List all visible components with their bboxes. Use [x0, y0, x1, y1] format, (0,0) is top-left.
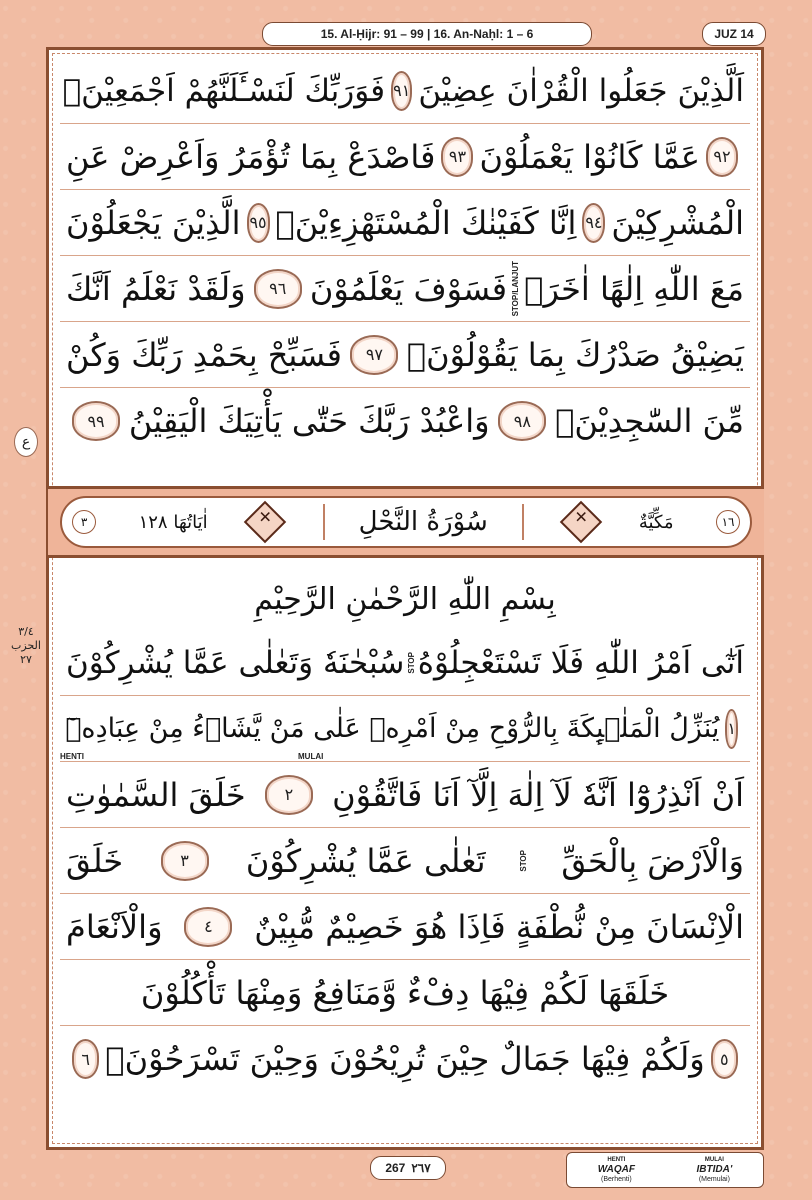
legend-ibtida-sub: (Memulai) [698, 1176, 730, 1183]
verse-text: الْمُشْرِكِيْنَ [611, 203, 744, 242]
text-line-8 [60, 696, 750, 762]
stop-lanjut-label: STOP/LANJUT [511, 260, 521, 317]
ayah-number: ٩٣ [441, 137, 473, 177]
verse-text: فَسَبِّحْ بِحَمْدِ رَبِّكَ وَكُنْ [66, 335, 342, 374]
ayah-number: ٤ [184, 907, 232, 947]
page-number-arabic: ٢٦٧ [411, 1161, 431, 1175]
ayah-number: ٩٥ [247, 203, 270, 243]
ayah-number: ٩٧ [350, 335, 398, 375]
legend-waqaf [598, 1155, 635, 1185]
stop-label: STOP [518, 849, 528, 872]
text-line-13 [60, 1026, 750, 1092]
ayah-number: ٩٦ [254, 269, 302, 309]
verse-text: تَعٰلٰى عَمَّا يُشْرِكُوْنَ [245, 841, 486, 880]
verse-text: فَسَوْفَ يَعْلَمُوْنَ [309, 269, 507, 308]
surah-title: سُوْرَةُ النَّحْلِ [323, 504, 524, 540]
text-line-6 [60, 388, 750, 454]
verse-text: مِّنَ السّٰجِدِيْنَۙ [555, 402, 744, 440]
text-line-11 [60, 894, 750, 960]
verse-text: يَضِيْقُ صَدْرُكَ بِمَا يَقُوْلُوْنَۙ [406, 335, 744, 374]
legend-mulai-label: MULAI [704, 1157, 724, 1163]
text-line-1 [60, 58, 750, 124]
basmala: بِسْمِ اللّٰهِ الرَّحْمٰنِ الرَّحِيْمِ [254, 582, 556, 617]
verse-text: خَلَقَ السَّمٰوٰتِ [66, 775, 246, 814]
hizb-marker [10, 625, 42, 695]
surah-banner-body [60, 496, 752, 548]
legend-henti-label: HENTI [607, 1157, 626, 1163]
hizb-label: الحزب [11, 639, 41, 652]
makkiyyah-label: مَكِّيَّةٌ [638, 511, 674, 533]
verse-text: يُنَزِّلُ الْمَلٰۤىِٕكَةَ بِالرُّوْحِ مِنْ اَمْرِهٖ عَلٰى مَنْ يَّشَاۤءُ مِنْ عِبَادِهٖٓ [65, 713, 720, 744]
verse-text: عَمَّا كَانُوْا يَعْمَلُوْنَ [479, 137, 700, 176]
ayah-number: ٦ [72, 1039, 99, 1079]
stop-label: STOP [406, 651, 416, 674]
verse-text: خَلَقَ [66, 841, 124, 880]
ruku-count-badge: ٣ [72, 510, 96, 534]
text-line-7 [60, 630, 750, 696]
page-number [370, 1156, 446, 1180]
text-line-12 [60, 960, 750, 1026]
surah-number-badge: ١٦ [716, 510, 740, 534]
ayah-number: ٢ [265, 775, 313, 815]
ayah-number: ٩٤ [582, 203, 605, 243]
verse-text: فَوَرَبِّكَ لَنَسْـَٔلَنَّهُمْ اَجْمَعِيْنَۙ [62, 72, 386, 109]
verse-text: فَاصْدَعْ بِمَا تُؤْمَرُ وَاَعْرِضْ عَنِ [66, 137, 436, 176]
verse-text: خَلَقَهَا لَكُمْ فِيْهَا دِفْءٌ وَّمَنَافِعُ وَمِنْهَا تَأْكُلُوْنَ [140, 973, 670, 1012]
legend-waqaf-label: WAQAF [597, 1164, 635, 1175]
ayah-number: ٩١ [391, 71, 412, 111]
text-line-10 [60, 828, 750, 894]
verse-text: اَتٰٓى اَمْرُ اللّٰهِ فَلَا تَسْتَعْجِلُوْهُ [417, 644, 744, 681]
surah-reference: 15. Al-Ḥijr: 91 – 99 | 16. An-Naḥl: 1 – 6 [262, 22, 592, 46]
ayat-count: اٰيَاتُهَا ١٢٨ [138, 511, 208, 533]
verse-text: الَّذِيْنَ يَجْعَلُوْنَ [66, 203, 241, 242]
verse-text: الْاِنْسَانَ مِنْ نُّطْفَةٍ فَاِذَا هُوَ خَصِيْمٌ مُّبِيْنٌ [254, 907, 744, 946]
legend-waqaf-sub: (Berhenti) [601, 1176, 632, 1183]
mulai-label: MULAI [298, 752, 324, 761]
verse-text: سُبْحٰنَهٗ وَتَعٰلٰى عَمَّا يُشْرِكُوْنَ [66, 644, 405, 681]
page-number-latin: 267 [385, 1161, 406, 1175]
ayah-number: ٩٨ [498, 401, 546, 441]
verse-text: اَلَّذِيْنَ جَعَلُوا الْقُرْاٰنَ عِضِيْنَ [418, 72, 744, 109]
ayah-number: ٣ [161, 841, 209, 881]
verse-text: وَلَكُمْ فِيْهَا جَمَالٌ حِيْنَ تُرِيْحُوْنَ وَحِيْنَ تَسْرَحُوْنَۖ [105, 1040, 705, 1078]
verse-text: مَعَ اللّٰهِ اِلٰهًا اٰخَرَۚ [524, 269, 744, 308]
verse-text: وَلَقَدْ نَعْلَمُ اَنَّكَ [66, 269, 246, 308]
text-line-4 [60, 256, 750, 322]
henti-label: HENTI [60, 752, 84, 761]
text-line-9 [60, 762, 750, 828]
verse-text: وَاعْبُدْ رَبَّكَ حَتّٰى يَأْتِيَكَ الْيَقِيْنُ [128, 402, 490, 440]
legend-ibtida-label: IBTIDA' [696, 1164, 733, 1175]
juz-label: JUZ 14 [702, 22, 766, 46]
page-header [0, 0, 812, 46]
text-line-3 [60, 190, 750, 256]
ayah-number: ٩٢ [706, 137, 738, 177]
verse-text: اَنْ اَنْذِرُوْٓا اَنَّهٗ لَآ اِلٰهَ اِلَّآ اَنَا فَاتَّقُوْنِ [332, 775, 744, 814]
ruku-marker: ع [14, 427, 38, 457]
text-line-2 [60, 124, 750, 190]
legend-ibtida [697, 1155, 733, 1185]
ayah-number: ١ [725, 709, 738, 749]
text-line-5 [60, 322, 750, 388]
hizb-number: ٢٧ [20, 653, 32, 666]
ornament-icon [560, 501, 602, 543]
verse-text: اِنَّا كَفَيْنٰكَ الْمُسْتَهْزِءِيْنَۙ [275, 203, 577, 242]
ayah-number: ٩٩ [72, 401, 120, 441]
verse-text: وَالْاَنْعَامَ [66, 907, 163, 946]
hizb-fraction: ٣/٤ [18, 625, 34, 638]
ornament-icon [244, 501, 286, 543]
verse-text: وَالْاَرْضَ بِالْحَقِّ [561, 841, 744, 880]
waqaf-legend [566, 1152, 764, 1188]
ayah-number: ٥ [711, 1039, 738, 1079]
